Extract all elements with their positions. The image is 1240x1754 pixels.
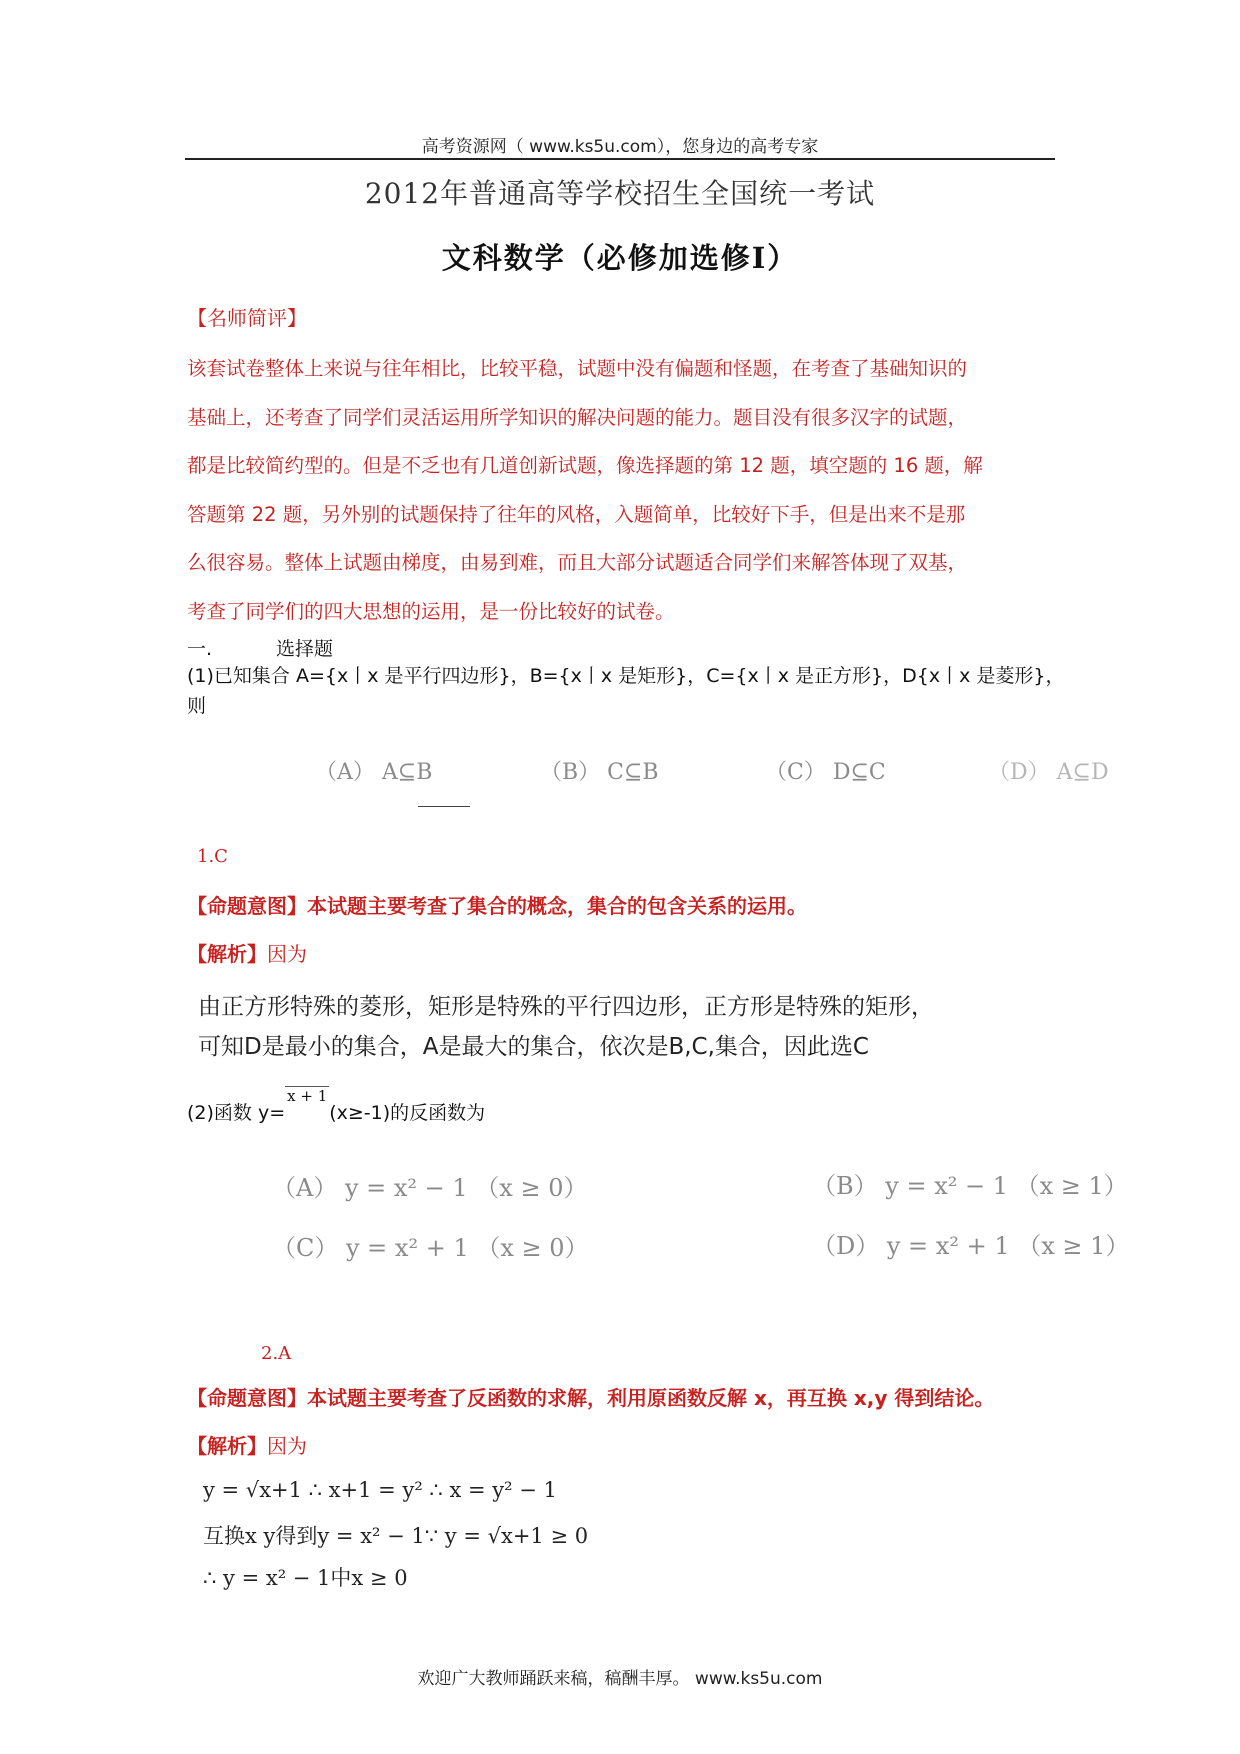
review-line: 基础上，还考查了同学们灵活运用所学知识的解决问题的能力。题目没有很多汉字的试题， bbox=[187, 405, 968, 429]
q1-explanation-line: 可知D是最小的集合，A是最大的集合，依次是B,C,集合，因此选C bbox=[198, 1034, 869, 1060]
review-line: 答题第 22 题，另外别的试题保持了往年的风格，入题简单，比较好下手，但是出来不是那 bbox=[187, 502, 966, 526]
q1-option-b: （B） C⊆B bbox=[540, 760, 659, 785]
intent-label: 【命题意图】 bbox=[187, 1386, 307, 1410]
q1-option-c: （C） D⊆C bbox=[765, 760, 886, 785]
page-header: 高考资源网（ www.ks5u.com），您身边的高考专家 bbox=[421, 137, 819, 157]
q2-answer: 2.A bbox=[261, 1343, 292, 1364]
review-paragraph bbox=[187, 345, 1057, 636]
analysis-text: 因为 bbox=[267, 942, 307, 966]
subject-title: 文科数学（必修加选修Ⅰ） bbox=[441, 241, 799, 275]
q1-intent bbox=[187, 890, 807, 919]
q2-option-a: （A） y = x² − 1 （x ≥ 0） bbox=[272, 1174, 588, 1202]
review-line: 该套试卷整体上来说与往年相比，比较平稳，试题中没有偏题和怪题，在考查了基础知识的 bbox=[187, 357, 968, 380]
q2-intent bbox=[187, 1382, 994, 1411]
review-line: 都是比较简约型的。但是不乏也有几道创新试题，像选择题的第 12 题，填空题的 16 题，解 bbox=[187, 454, 983, 477]
exam-title: 2012年普通高等学校招生全国统一考试 bbox=[364, 177, 876, 210]
analysis-text: 因为 bbox=[267, 1434, 307, 1458]
question-1-stem-line: 则 bbox=[187, 695, 207, 717]
analysis-label: 【解析】 bbox=[187, 1434, 267, 1458]
intent-text: 本试题主要考查了集合的概念，集合的包含关系的运用。 bbox=[307, 894, 807, 918]
q1-analysis bbox=[187, 938, 307, 967]
section-heading bbox=[187, 634, 333, 661]
review-line: 考查了同学们的四大思想的运用，是一份比较好的试卷。 bbox=[187, 599, 675, 623]
q1-option-d: （D） A⊆D bbox=[988, 760, 1109, 785]
q2-stem-suffix: (x≥-1)的反函数为 bbox=[329, 1102, 486, 1124]
q2-option-b: （B） y = x² − 1 （x ≥ 1） bbox=[812, 1172, 1128, 1200]
q2-option-d: （D） y = x² + 1 （x ≥ 1） bbox=[812, 1232, 1130, 1260]
review-line: 么很容易。整体上试题由梯度，由易到难，而且大部分试题适合同学们来解答体现了双基， bbox=[187, 551, 968, 574]
q1-underline bbox=[418, 806, 470, 807]
intent-label: 【命题意图】 bbox=[187, 894, 307, 918]
section-name: 选择题 bbox=[276, 638, 334, 660]
section-number: 一. bbox=[187, 638, 213, 660]
q1-explanation-line: 由正方形特殊的菱形，矩形是特殊的平行四边形，正方形是特殊的矩形， bbox=[198, 994, 934, 1020]
intent-text: 本试题主要考查了反函数的求解，利用原函数反解 x，再互换 x,y 得到结论。 bbox=[307, 1386, 995, 1410]
q2-stem-prefix: (2)函数 y= bbox=[187, 1102, 286, 1124]
question-1-stem bbox=[187, 661, 1065, 721]
q2-option-c: （C） y = x² + 1 （x ≥ 0） bbox=[272, 1234, 589, 1262]
q2-analysis bbox=[187, 1430, 307, 1459]
analysis-label: 【解析】 bbox=[187, 942, 267, 966]
q1-answer: 1.C bbox=[197, 846, 228, 867]
review-heading: 【名师简评】 bbox=[187, 306, 307, 330]
q2-math-line: 互换x y得到y = x² − 1∵ y = √x+1 ≥ 0 bbox=[203, 1524, 589, 1548]
question-1-stem-line: (1)已知集合 A={x丨x 是平行四边形}，B={x丨x 是矩形}，C={x丨x 是正方形}，D{x丨x 是菱形}， bbox=[187, 665, 1065, 687]
header-divider bbox=[185, 158, 1055, 160]
q2-math-line: y = √x+1 ∴ x+1 = y² ∴ x = y² − 1 bbox=[203, 1478, 557, 1502]
q1-option-a: （A） A⊆B bbox=[315, 760, 433, 785]
question-2-stem bbox=[187, 1087, 486, 1125]
q2-math-line: ∴ y = x² − 1中x ≥ 0 bbox=[203, 1566, 408, 1590]
q2-sqrt-expression: x + 1 bbox=[287, 1087, 328, 1105]
page-footer: 欢迎广大教师踊跃来稿，稿酬丰厚。 www.ks5u.com bbox=[417, 1669, 823, 1689]
